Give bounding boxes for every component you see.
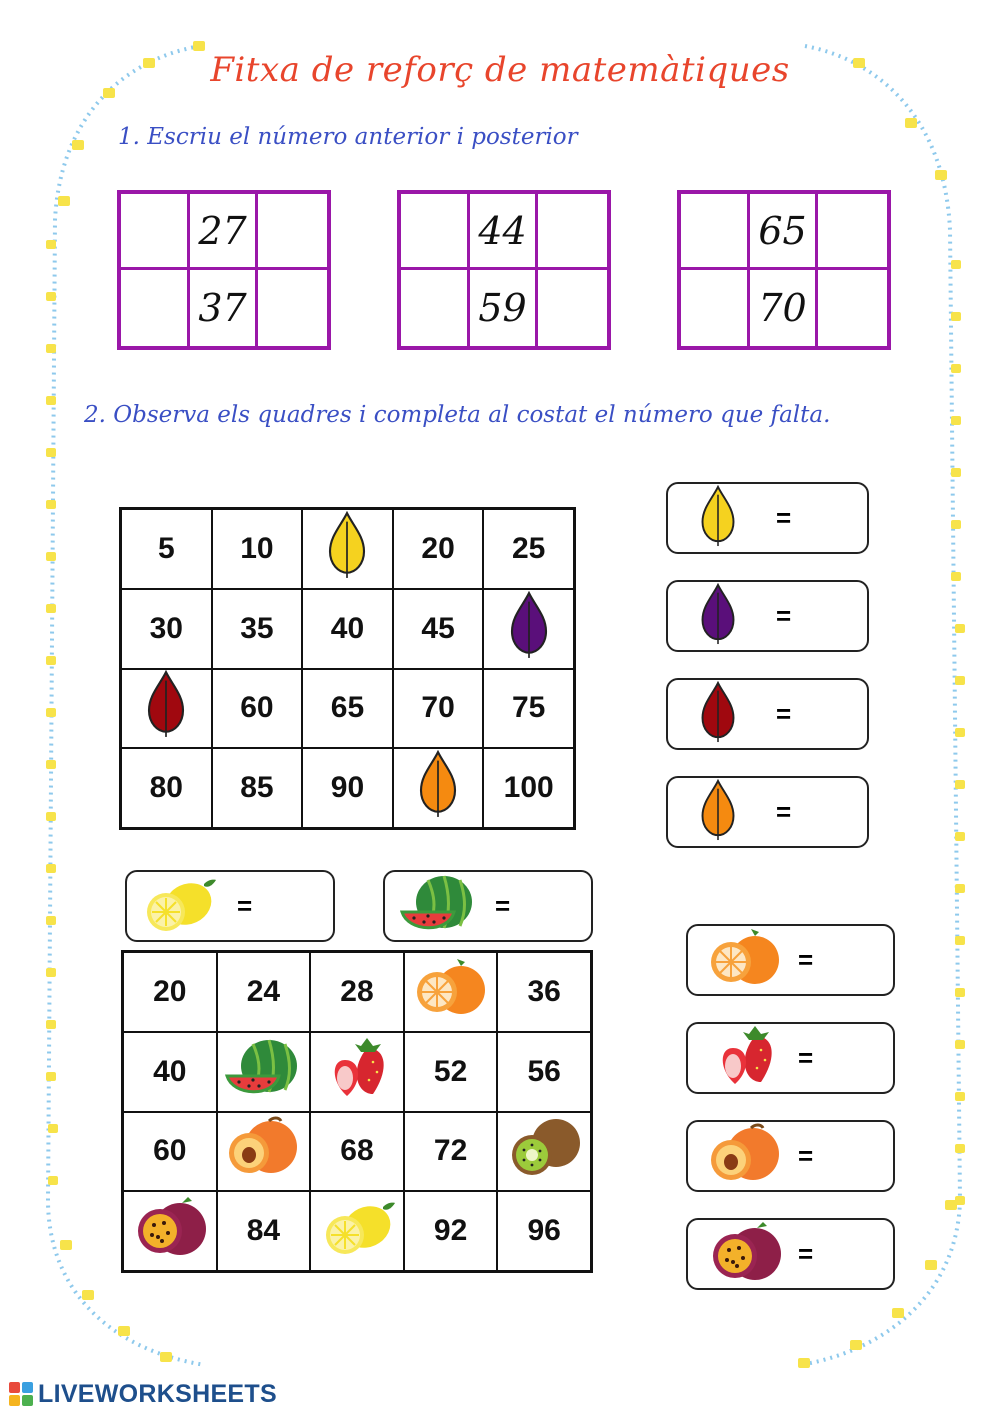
- leaf-number-cell: 65: [302, 669, 393, 749]
- before-44-input[interactable]: [404, 202, 464, 260]
- leaf-number-cell: 100: [483, 748, 574, 828]
- leaf-yellow-answer-input[interactable]: [808, 499, 862, 537]
- fruit-number-cell: 36: [497, 952, 591, 1032]
- number-cell: 37: [190, 270, 259, 346]
- fruit-number-cell: 60: [123, 1112, 217, 1192]
- leaf-red-icon: [698, 681, 738, 747]
- sequence-box-2: [397, 190, 611, 350]
- leaf-number-cell: 70: [393, 669, 484, 749]
- before-27-input[interactable]: [124, 202, 184, 260]
- passion-fruit-icon: [130, 1195, 210, 1267]
- leaf-number-cell: 25: [483, 509, 574, 589]
- watermelon-icon: [397, 872, 479, 940]
- fruit-number-cell: 24: [217, 952, 311, 1032]
- liveworksheets-logo-icon: [8, 1381, 34, 1407]
- leaf-number-cell: 75: [483, 669, 574, 749]
- leaf-orange-icon: [698, 779, 738, 845]
- answer-box-watermelon: [383, 870, 593, 942]
- leaf-purple-icon: [698, 583, 738, 649]
- fruit-number-cell: 20: [123, 952, 217, 1032]
- orange-icon: [411, 956, 491, 1028]
- answer-box-leaf-red: [666, 678, 869, 750]
- equals-sign: =: [798, 1238, 814, 1269]
- answer-box-orange: [686, 924, 895, 996]
- lemon-icon: [137, 872, 219, 940]
- equals-sign: =: [776, 502, 792, 533]
- leaf-red-icon: [144, 670, 188, 746]
- after-27-input[interactable]: [263, 202, 323, 260]
- leaf-purple-answer-input[interactable]: [808, 597, 862, 635]
- answer-box-leaf-yellow: [666, 482, 869, 554]
- answer-box-passion-fruit: [686, 1218, 895, 1290]
- lemon-icon: [317, 1195, 397, 1267]
- exercise-2-instruction: 2. Observa els quadres i completa al costat el número que falta.: [84, 402, 831, 428]
- after-44-input[interactable]: [543, 202, 603, 260]
- before-37-input[interactable]: [124, 279, 184, 337]
- equals-sign: =: [798, 1140, 814, 1171]
- sequence-box-1: [117, 190, 331, 350]
- after-37-input[interactable]: [263, 279, 323, 337]
- fruit-number-grid: [121, 950, 593, 1273]
- watermelon-icon: [223, 1036, 303, 1108]
- number-cell: 27: [190, 194, 259, 270]
- leaf-cell-leaf-purple: [483, 589, 574, 669]
- leaf-number-cell: 35: [212, 589, 303, 669]
- leaf-purple-icon: [507, 591, 551, 667]
- leaf-number-cell: 10: [212, 509, 303, 589]
- strawberry-icon: [317, 1036, 397, 1108]
- leaf-orange-answer-input[interactable]: [808, 793, 862, 831]
- fruit-number-cell: 92: [404, 1191, 498, 1271]
- fruit-cell-watermelon: [217, 1032, 311, 1112]
- orange-answer-input[interactable]: [830, 941, 884, 979]
- leaf-cell-leaf-red: [121, 669, 212, 749]
- fruit-number-cell: 52: [404, 1032, 498, 1112]
- fruit-number-cell: 40: [123, 1032, 217, 1112]
- leaf-number-grid: [119, 507, 576, 830]
- passion-fruit-answer-input[interactable]: [830, 1235, 884, 1273]
- equals-sign: =: [495, 890, 511, 921]
- leaf-orange-icon: [416, 750, 460, 826]
- fruit-cell-lemon: [310, 1191, 404, 1271]
- number-cell: 65: [750, 194, 819, 270]
- orange-icon: [704, 926, 786, 994]
- leaf-number-cell: 30: [121, 589, 212, 669]
- fruit-number-cell: 68: [310, 1112, 404, 1192]
- leaf-number-cell: 5: [121, 509, 212, 589]
- leaf-cell-leaf-yellow: [302, 509, 393, 589]
- passion-fruit-icon: [704, 1220, 786, 1288]
- fruit-number-cell: 56: [497, 1032, 591, 1112]
- answer-box-peach: [686, 1120, 895, 1192]
- answer-box-leaf-orange: [666, 776, 869, 848]
- leaf-number-cell: 40: [302, 589, 393, 669]
- number-cell: 44: [470, 194, 539, 270]
- watermelon-answer-input[interactable]: [527, 887, 581, 925]
- fruit-cell-passion-fruit: [123, 1191, 217, 1271]
- answer-box-strawberry: [686, 1022, 895, 1094]
- strawberry-icon: [704, 1024, 786, 1092]
- fruit-cell-peach: [217, 1112, 311, 1192]
- leaf-number-cell: 90: [302, 748, 393, 828]
- exercise-1-instruction: 1. Escriu el número anterior i posterior: [118, 124, 578, 150]
- brand-name: LIVEWORKSHEETS: [38, 1379, 277, 1408]
- after-65-input[interactable]: [823, 202, 883, 260]
- page-title: Fitxa de reforç de matemàtiques: [210, 50, 790, 90]
- equals-sign: =: [776, 698, 792, 729]
- equals-sign: =: [237, 890, 253, 921]
- sequence-box-3: [677, 190, 891, 350]
- before-59-input[interactable]: [404, 279, 464, 337]
- equals-sign: =: [798, 944, 814, 975]
- after-70-input[interactable]: [823, 279, 883, 337]
- leaf-number-cell: 80: [121, 748, 212, 828]
- before-70-input[interactable]: [684, 279, 744, 337]
- kiwi-icon: [504, 1115, 584, 1187]
- answer-box-leaf-purple: [666, 580, 869, 652]
- leaf-yellow-icon: [325, 511, 369, 587]
- fruit-number-cell: 96: [497, 1191, 591, 1271]
- fruit-number-cell: 84: [217, 1191, 311, 1271]
- number-cell: 59: [470, 270, 539, 346]
- leaf-number-cell: 20: [393, 509, 484, 589]
- footer-logo: [8, 1380, 277, 1408]
- answer-box-lemon: [125, 870, 335, 942]
- number-cell: 70: [750, 270, 819, 346]
- peach-answer-input[interactable]: [830, 1137, 884, 1175]
- after-59-input[interactable]: [543, 279, 603, 337]
- leaf-cell-leaf-orange: [393, 748, 484, 828]
- leaf-number-cell: 85: [212, 748, 303, 828]
- peach-icon: [704, 1122, 786, 1190]
- fruit-cell-kiwi: [497, 1112, 591, 1192]
- leaf-number-cell: 45: [393, 589, 484, 669]
- equals-sign: =: [776, 600, 792, 631]
- strawberry-answer-input[interactable]: [830, 1039, 884, 1077]
- peach-icon: [223, 1115, 303, 1187]
- lemon-answer-input[interactable]: [269, 887, 323, 925]
- leaf-red-answer-input[interactable]: [808, 695, 862, 733]
- equals-sign: =: [776, 796, 792, 827]
- leaf-yellow-icon: [698, 485, 738, 551]
- before-65-input[interactable]: [684, 202, 744, 260]
- fruit-number-cell: 72: [404, 1112, 498, 1192]
- fruit-cell-orange: [404, 952, 498, 1032]
- fruit-number-cell: 28: [310, 952, 404, 1032]
- equals-sign: =: [798, 1042, 814, 1073]
- fruit-cell-strawberry: [310, 1032, 404, 1112]
- leaf-number-cell: 60: [212, 669, 303, 749]
